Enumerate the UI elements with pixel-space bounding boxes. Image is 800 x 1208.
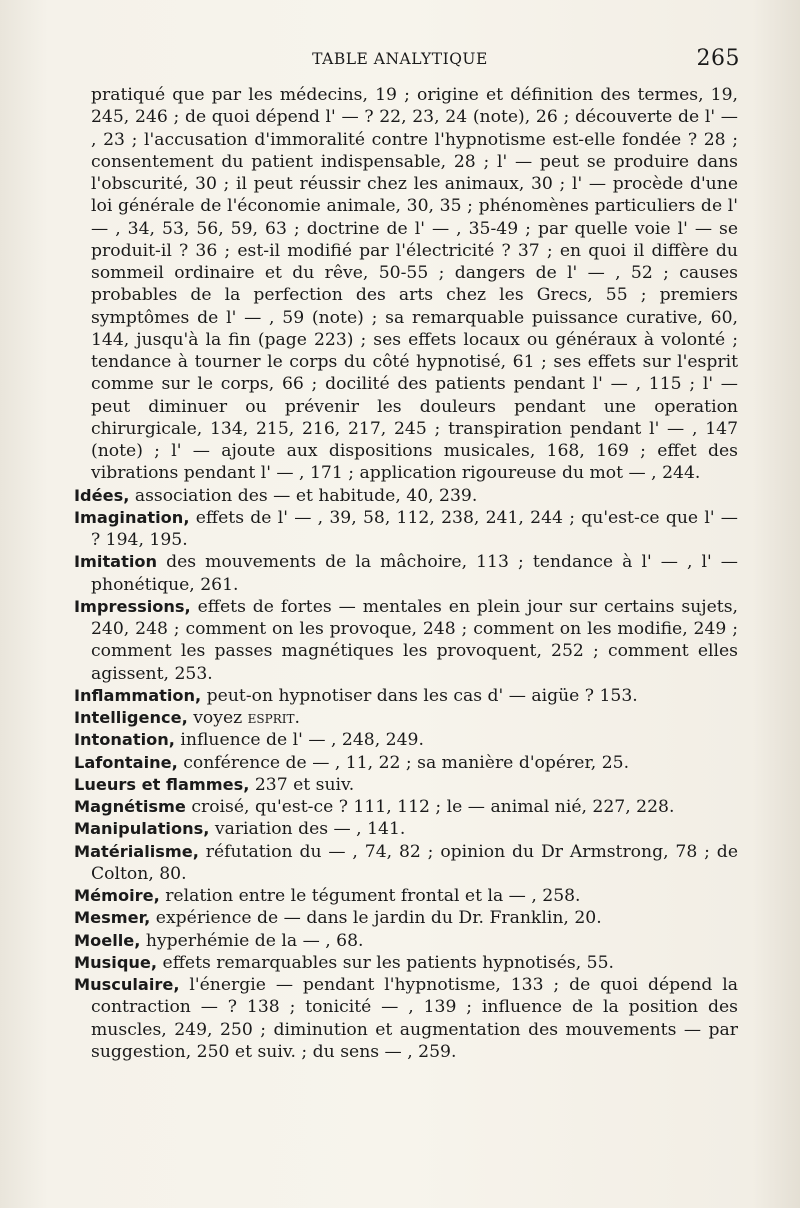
- running-title: TABLE ANALYTIQUE: [312, 50, 488, 68]
- index-entry: [74, 930, 738, 952]
- index-headword: Idées,: [74, 485, 130, 505]
- index-entry: [74, 752, 738, 774]
- index-entry-text: 237 et suiv.: [249, 774, 355, 795]
- index-entry-text: réfutation du — , 74, 82 ; opinion du Dr Armstrong, 78 ; de Colton, 80.: [91, 841, 738, 884]
- index-entry-text: influence de l' — , 248, 249.: [174, 730, 424, 751]
- index-entry-text: effets de l' — , 39, 58, 112, 238, 241, 244 ; qu'est-ce que l' — ? 194, 195.: [91, 507, 738, 550]
- continued-entry-text: pratiqué que par les médecins, 19 ; origine et définition des termes, 19, 245, 246 ; de quoi dépend l' — ? 22, 23, 24 (note), 26 ; découverte de l' — , 23 ; l'accusation d'immoralité contre l'hypnotisme est-elle fondée ? 28 ; consentement du patient indispensable, 28 ; l' — peut se produire dans l'obscurité, 30 ; il peut réussir chez les animaux, 30 ; l' — procède d'une loi générale de l'économie animale, 30, 35 ; phénomènes particuliers de l' — , 34, 53, 56, 59, 63 ; doctrine de l' — , 35-49 ; par quelle voie l' — se produit-il ? 36 ; est-il modifié par l'électricité ? 37 ; en quoi il diffère du sommeil ordinaire et du rêve, 50-55 ; dangers de l' — , 52 ; causes probables de la perfection des arts chez les Grecs, 55 ; premiers symptômes de l' — , 59 (note) ; sa remarquable puissance curative, 60, 144, jusqu'à la fin (page 223) ; ses effets locaux ou généraux à volonté ; tendance à tourner le corps du côté hypnotisé, 61 ; ses effets sur l'esprit comme sur le corps, 66 ; docilité des patients pendant l' — , 115 ; l' — peut diminuer ou prévenir les douleurs pendant une operation chirurgicale, 134, 215, 216, 217, 245 ; transpiration pendant l' — , 147 (note) ; l' — ajoute aux dispositions musicales, 168, 169 ; effet des vibrations pendant l' — , 171 ; application rigoureuse du mot — , 244.: [91, 85, 738, 484]
- page-number: 265: [696, 46, 740, 71]
- index-headword: Mesmer,: [74, 908, 151, 928]
- index-entry-text: croisé, qu'est-ce ? 111, 112 ; le — animal nié, 227, 228.: [185, 797, 675, 817]
- index-entry: [74, 907, 738, 929]
- index-entry-text: hyperhémie de la — , 68.: [140, 930, 364, 951]
- index-headword: Musculaire,: [74, 975, 180, 994]
- index-entry: [74, 507, 738, 552]
- index-headword: Matérialisme,: [74, 841, 199, 861]
- index-entry: [74, 685, 738, 707]
- index-entry: [74, 974, 738, 1063]
- index-entry-text: conférence de — , 11, 22 ; sa manière d'opérer, 25.: [177, 752, 630, 773]
- index-body: [74, 84, 738, 1063]
- index-entry-text: association des — et habitude, 40, 239.: [129, 485, 478, 506]
- index-entry-text: voyez: [187, 708, 248, 728]
- index-entry-text: expérience de — dans le jardin du Dr. Franklin, 20.: [150, 908, 602, 929]
- entry-tail: .: [294, 708, 300, 728]
- index-entry: [74, 707, 738, 729]
- index-entry: [74, 729, 738, 751]
- index-headword: Lafontaine,: [74, 752, 178, 772]
- index-headword: Imitation: [74, 552, 158, 572]
- index-headword: Moelle,: [74, 930, 141, 950]
- index-headword: Intelligence,: [74, 708, 188, 727]
- index-headword: Inflammation,: [74, 685, 202, 705]
- index-headword: Lueurs et flammes,: [74, 774, 250, 794]
- page-header: [60, 46, 740, 80]
- index-entry: [74, 841, 738, 886]
- index-headword: Musique,: [74, 952, 158, 972]
- index-entries: [74, 485, 738, 1064]
- index-entry: [74, 952, 738, 974]
- index-entry: [74, 885, 738, 907]
- index-headword: Imagination,: [74, 507, 190, 527]
- index-headword: Manipulations,: [74, 819, 210, 839]
- index-entry: [74, 551, 738, 596]
- index-entry-text: relation entre le tégument frontal et la — , 258.: [159, 886, 581, 906]
- index-headword: Impressions,: [74, 596, 191, 616]
- index-entry: [74, 485, 738, 507]
- index-entry-text: peut-on hypnotiser dans les cas d' — aigüe ? 153.: [201, 685, 638, 706]
- index-headword: Magnétisme: [74, 797, 186, 816]
- index-entry-text: effets remarquables sur les patients hypnotisés, 55.: [157, 952, 614, 973]
- index-entry: [74, 596, 738, 685]
- index-entry: [74, 774, 738, 796]
- index-entry-text: des mouvements de la mâchoire, 113 ; tendance à l' — , l' — phonétique, 261.: [91, 552, 738, 595]
- index-headword: Mémoire,: [74, 886, 160, 905]
- index-entry-text: variation des — , 141.: [209, 819, 406, 840]
- index-headword: Intonation,: [74, 730, 175, 750]
- cross-reference: esprit: [247, 708, 295, 728]
- index-entry-text: l'énergie — pendant l'hypnotisme, 133 ; de quoi dépend la contraction — ? 138 ; tonicité — , 139 ; influence de la position des muscles, 249, 250 ; diminution et augmentation des mouvements — par suggestion, 250 et suiv. ; du sens — , 259.: [91, 975, 738, 1062]
- index-entry: [74, 796, 738, 818]
- index-entry: [74, 818, 738, 840]
- index-entry-text: effets de fortes — mentales en plein jour sur certains sujets, 240, 248 ; comment on les provoque, 248 ; comment on les modifie, 249 ; comment les passes magnétiques les provoquent, 252 ; comment elles agissent, 253.: [91, 596, 738, 684]
